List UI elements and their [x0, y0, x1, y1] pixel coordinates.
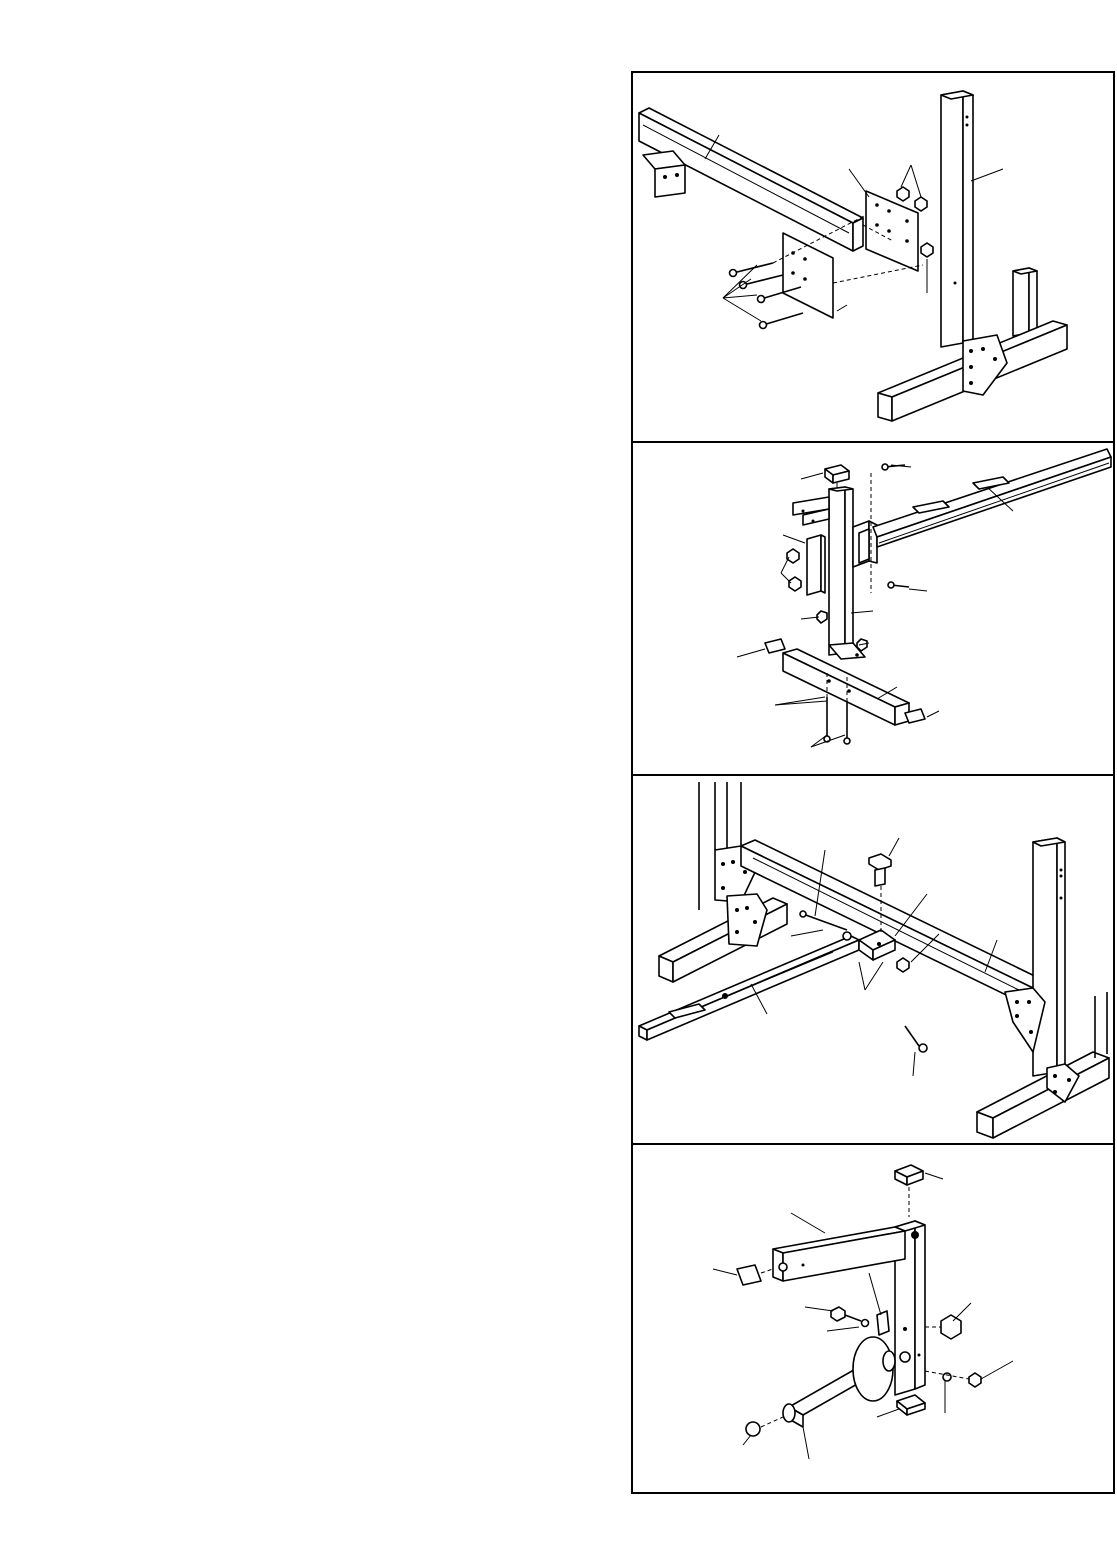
short-post	[1013, 268, 1037, 336]
end-bracket	[643, 151, 685, 197]
top-brackets	[793, 497, 829, 525]
panel-3-drawing	[633, 776, 1113, 1145]
long-arm-tube	[873, 449, 1111, 547]
panel-4-drawing	[633, 1145, 1113, 1494]
left-foot-tube	[659, 898, 787, 982]
assembly-panel-3	[633, 776, 1113, 1145]
left-gusset	[727, 894, 767, 946]
far-right-post	[1095, 992, 1107, 1058]
mounting-plate-rear	[866, 191, 918, 271]
right-upright	[1033, 838, 1065, 1076]
corner-gusset	[963, 335, 1007, 395]
top-end-cap	[895, 1165, 923, 1217]
horizontal-arm	[773, 1227, 905, 1281]
vertical-upright	[829, 487, 853, 655]
bottom-foot-tube	[783, 649, 909, 725]
mounting-plate-front	[783, 233, 833, 318]
panel-1-drawing	[633, 73, 1113, 443]
post-end-cap	[746, 1417, 783, 1436]
panel-2-drawing	[633, 443, 1113, 776]
assembly-panel-1	[633, 73, 1113, 443]
side-nuts	[787, 549, 801, 591]
washer-and-nut	[925, 1371, 981, 1387]
end-cap-top	[825, 465, 849, 483]
side-plate	[807, 535, 825, 595]
assembly-panel-2	[633, 443, 1113, 776]
bottom-foot-cap	[897, 1395, 925, 1415]
callout-leaders	[713, 1173, 1013, 1459]
upright-post	[941, 91, 973, 347]
weight-post	[783, 1337, 895, 1427]
arm-end-cap	[737, 1265, 773, 1285]
assembly-panel-4	[633, 1145, 1113, 1494]
assembly-diagram-frame	[631, 71, 1115, 1494]
